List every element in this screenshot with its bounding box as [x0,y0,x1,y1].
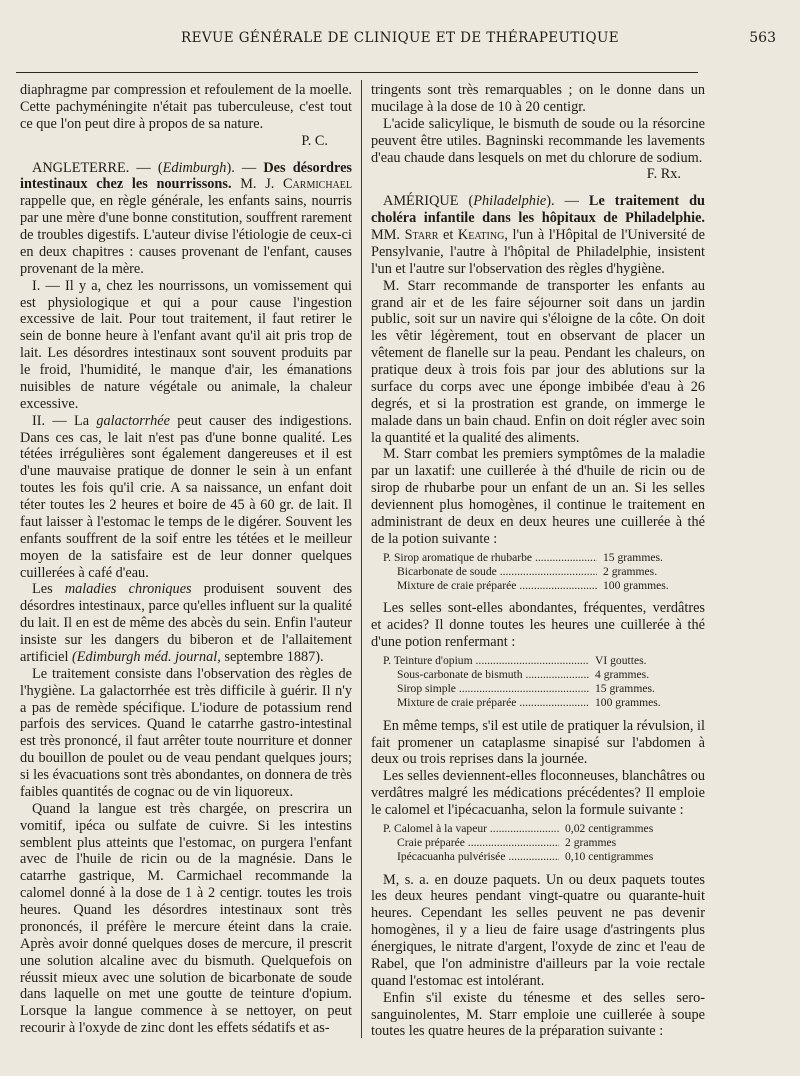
quantity: VI gouttes. [595,653,647,667]
ingredient: Craie préparée ..... [397,836,559,850]
section-country: AMÉRIQUE [383,193,459,210]
section-body: , l'un à l'Hôpital de l'Université de Pensylvanie, l'autre à l'hôpital de Philadelphie, insistent l'un et l'autre sur l'observation des règles d'hygiène. [371,227,706,277]
prescription-line [383,696,705,710]
paragraph: M. Starr combat les premiers symptômes de la maladie par un laxatif: une cuillerée à thé d'huile de ricin ou de sirop de rhubarbe pour un enfant de un an. Si les selles deviennent plus homogènes, il continue le traitement en administrant de deux en deux heures une cuillerée à thé de la potion suivante : [371,446,705,547]
journal-title: REVUE GÉNÉRALE DE CLINIQUE ET DE THÉRAPEUTIQUE [181,30,619,46]
running-header [20,30,780,54]
right-column [371,82,705,1040]
paragraph: Les selles deviennent-elles floconneuses, blanchâtres ou verdâtres malgré les médications précédentes? Il emploie le calomel et l'ipécacuanha, selon la formule suivante : [371,768,705,819]
prescription-line [383,682,705,696]
prescription-line [383,668,705,682]
quantity: 2 grammes. [603,564,658,578]
section-body: rappelle que, en règle générale, les enfants sains, nourris par une mère d'une bonne constitution, souffrent rarement de troubles digestifs. L'auteur divise l'étiologie de ceux-ci en deux chapitres : causes provenant de l'enfant, causes provenant de la mère. [20,193,352,277]
paragraph: En même temps, s'il est utile de pratiquer la révulsion, il fait promener un cataplasme sinapisé sur l'abdomen à deux ou trois reprises dans la journée. [371,717,705,768]
section-place: Philadelphie [473,193,547,210]
prescription-line [383,579,705,593]
author-name: Carmichael [283,176,352,193]
quantity: 15 grammes. [603,550,663,564]
text-run: produisent souvent des désordres intestinaux, parce qu'elles influent sur la qualité du lait. Il en est de même des abcès du sein. Enfin l'auteur insiste sur les dangers du biberon et de l'allaitement artificiel [20,581,353,665]
paragraph [20,581,352,665]
section-country: ANGLETERRE. [32,159,130,176]
prescription-line [383,850,705,864]
quantity: 4 grammes. [595,668,650,682]
left-column [20,82,352,1037]
ingredient: Ipécacuanha pulvérisée ..... [397,850,559,864]
paragraph: Le traitement consiste dans l'observation des règles de l'hygiène. La galactorrhée est très difficile à guérir. Il n'y a pas de remède spécifique. L'iodure de potassium rend parfois des services. Quand le catarrhe gastro-intestinal est très prononcé, il faut arrêter toute nourriture et donner du bouillon de poulet ou de veau pendant quelques jours; si les évacuations sont très abondantes, on donnera de très faibles quantités de cognac ou de vin liquoreux. [20,665,352,800]
ingredient: Sous-carbonate de bismuth ..... [397,668,589,682]
quantity: 100 grammes. [595,696,661,710]
author-prefix: MM. [371,227,400,243]
text-run: II. — La [32,412,90,429]
ingredient: P. Sirop aromatique de rhubarbe ..... [383,551,597,565]
section-title: Le traitement du choléra infantile dans les hôpitaux de Philadelphie. [371,193,706,227]
paragraph: Quand la langue est très chargée, on prescrira un vomitif, ipéca ou sulfate de cuivre. Si les intestins semblent plus atteints que l'estomac, on purgera l'enfant avec de l'huile de ricin ou de la magnésie. Dans le catarrhe gastrique, M. Carmichael recommande la calomel donné à la dose de 1 à 2 centigr. toutes les trois heures. Quand les désordres intestinaux sont très prononcés, il préfère le mercure éteint dans la craie. Après avoir donné quelques doses de mercure, il prescrit une solution alcaline avec du bismuth. Quelquefois on réussit mieux avec une solution de bicarbonate de soude dans laquelle on met une goutte de teinture d'opium. Lorsque la langue commence à se nettoyer, on peut recourir à l'oxyde de zinc dont les effets sédatifs et as- [20,800,352,1037]
prescription-3 [383,822,705,865]
text-run: septembre 1887). [224,648,324,665]
quantity: 0,10 centigrammes [565,850,654,864]
prescription-line [383,551,705,565]
paragraph: M. Starr recommande de transporter les enfants au grand air et de les faire séjourner soit dans un jardin public, soit sur un navire qui s'éloigne de la côte. On doit les vêtir légèrement, tout en observant de placer un vêtement de flanelle sur la peau. Pendant les chaleurs, on pratique deux à trois fois par jour des ablutions sur la surface du corps avec une éponge imbibée d'eau à 26 degrés, et si la prostration est grande, on immerge le malade dans un bain chaud. Enfin on doit régler avec soin la quantité et la qualité des aliments. [371,277,705,446]
prescription-line [383,822,705,836]
section-title: Des désordres intestinaux chez les nourrissons. [20,159,352,193]
paragraph: Enfin s'il existe du ténesme et des selles sero-sanguinolentes, M. Starr emploie une cuillerée à soupe toutes les quatre heures de la préparation suivante : [371,989,705,1040]
author-signature: F. Rx. [646,166,681,183]
ingredient: P. Teinture d'opium ..... [383,654,589,668]
section-america: AMÉRIQUE (Philadelphie). — Le traitement du choléra infantile dans les hôpitaux de Philadelphie. MM. Starr et Keating, l'un à l'Hôpital de l'Université de Pensylvanie, l'autre à l'hôpital de Philadelphie, insistent l'un et l'autre sur l'observation des règles d'hygiène. [371,193,706,277]
paragraph: tringents sont très remarquables ; on le donne dans un mucilage à la dose de 10 à 20 centigr. [371,82,705,115]
paragraph: L'acide salicylique, le bismuth de soude ou la résorcine peuvent être utiles. Bagninski recommande les lavements d'eau chaude dans lesquels on met du chlorure de sodium. [371,115,705,166]
ingredient: Mixture de craie préparée ..... [397,696,589,710]
paragraph: diaphragme par compression et refoulement de la moelle. Cette pachyméningite n'était pas tuberculeuse, c'est tout ce que l'on peut dire à propos de sa nature. [20,82,352,132]
paragraph [20,413,352,582]
prescription-2 [383,654,705,711]
citation: (Edimburgh méd. journal, [72,648,221,665]
text-run: Les [32,581,53,598]
page-number: 563 [749,30,776,46]
text-run: et [442,227,454,243]
quantity: 15 grammes. [595,682,655,696]
ingredient: Sirop simple ..... [397,682,589,696]
prescription-line [383,836,705,850]
ingredient: P. Calomel à la vapeur ..... [383,822,559,836]
quantity: 0,02 centigrammes [565,821,654,835]
text-run: peut causer des indigestions. Dans ces cas, le lait n'est pas d'une bonne qualité. Les tétées irrégulières sont également dangereuses et il est d'une mauvaise pratique de donner le sein à un enfant toutes les fois qu'il crie. A sa naissance, un enfant doit téter toutes les 2 heures et boire de 45 à 60 gr. de lait. Il faut laisser à l'estomac le temps de le digérer. Souvent les enfants souffrent de la soif entre les tétées et le meilleur moyen de la satisfaire est de leur donner quelques cuillerées à café d'eau. [20,412,352,581]
paragraph: M, s. a. en douze paquets. Un ou deux paquets toutes les deux heures pendant vingt-quatre ou quarante-huit heures. Cependant les selles peuvent ne pas devenir homogènes, il y a lieu de faire usage d'astringents plus énergiques, le nitrate d'argent, l'oxyde de zinc et l'eau de Rabel, que l'on administre d'ailleurs par la voie rectale quand l'estomac est intolérant. [371,871,705,989]
column-rule [361,80,362,1038]
italic-term: maladies chroniques [64,581,192,598]
author-name: Starr [404,227,439,243]
section-england: ANGLETERRE. — (Edimburgh). — Des désordres intestinaux chez les nourrissons. M. J. Carmichael rappelle que, en règle générale, les enfants sains, nourris par une mère d'une bonne constitution, souffrent rarement de troubles digestifs. L'auteur divise l'étiologie de ceux-ci en deux chapitres : causes provenant de l'enfant, causes provenant de la mère. [20,159,352,277]
italic-term: galactorrhée [96,412,170,429]
prescription-line [383,654,705,668]
ingredient: Mixture de craie préparée ..... [397,579,597,593]
prescription-line [383,565,705,579]
quantity: 2 grammes [565,836,617,850]
author-signature: P. C. [301,132,328,149]
quantity: 100 grammes. [603,579,669,593]
header-rule [16,72,698,73]
author-prefix: M. J. [240,176,275,193]
paragraph: I. — Il y a, chez les nourrissons, un vomissement qui est physiologique et qui a pour cause l'ingestion excessive de lait. Pour tout traitement, il faut retirer le sein de bonne heure à l'enfant avant qu'il ait pris trop de lait. Les désordres intestinaux sont souvent produits par le froid, l'humidité, le manque d'air, les émanations nuisibles de nature végétale ou animale, la chaleur excessive. [20,277,352,412]
prescription-1 [383,551,705,594]
author-name: Keating [457,227,505,243]
ingredient: Bicarbonate de soude ..... [397,565,597,579]
section-place: Edimburgh [162,159,227,176]
paragraph: Les selles sont-elles abondantes, fréquentes, verdâtres et acides? Il donne toutes les heures une cuillerée à thé d'une potion renfermant : [371,600,705,650]
